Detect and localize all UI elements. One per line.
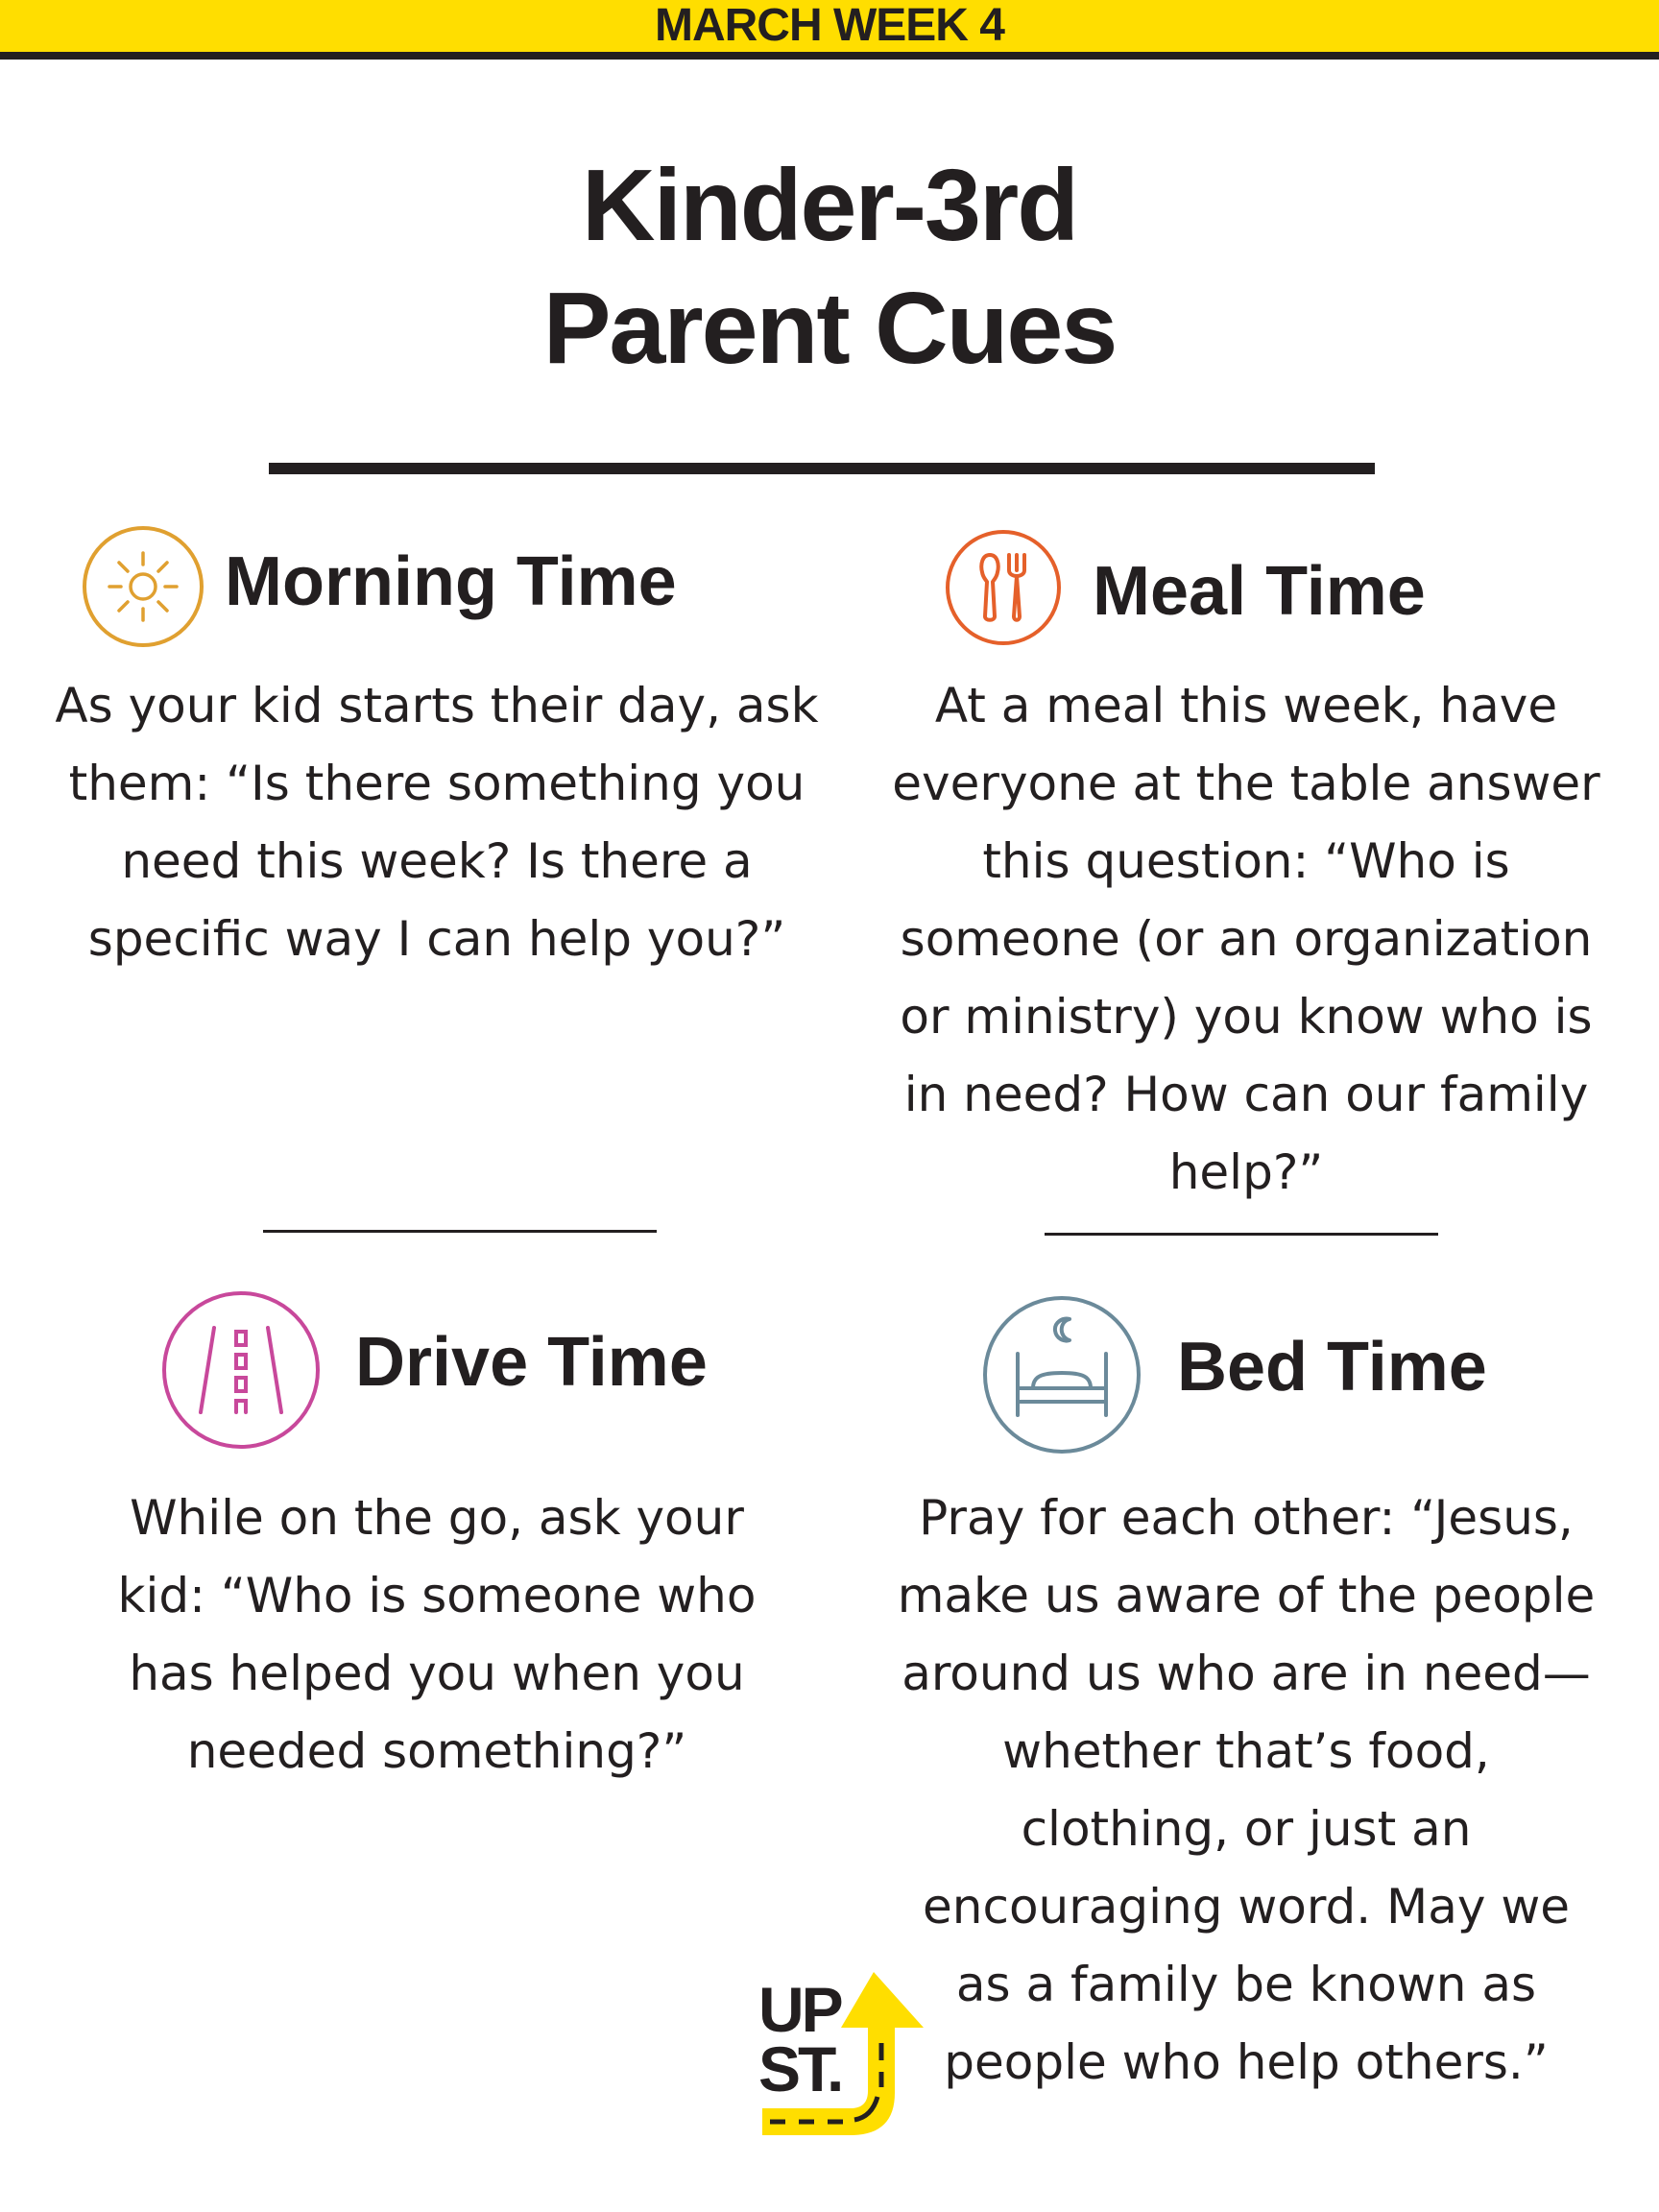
morning-time-heading: Morning Time — [225, 543, 677, 620]
morning-line: need this week? Is there a — [121, 833, 753, 889]
meal-time-text — [843, 667, 1649, 1212]
meal-line: or ministry) you know who is — [900, 989, 1593, 1045]
top-banner — [0, 0, 1659, 60]
bed-line: clothing, or just an — [1021, 1801, 1472, 1857]
utensils-icon — [944, 528, 1063, 647]
meal-time-heading: Meal Time — [1093, 553, 1426, 630]
bed-moon-icon — [981, 1294, 1142, 1455]
section-divider-left — [263, 1230, 657, 1233]
morning-time-text — [29, 667, 845, 978]
meal-line: everyone at the table answer — [892, 756, 1600, 811]
page-title — [0, 144, 1659, 390]
bed-time-text — [843, 1479, 1649, 2102]
drive-line: While on the go, ask your — [130, 1490, 744, 1546]
morning-line: As your kid starts their day, ask — [55, 678, 819, 733]
meal-line: At a meal this week, have — [934, 678, 1558, 733]
bed-line: as a family be known as — [955, 1957, 1537, 2012]
drive-line: has helped you when you — [129, 1646, 745, 1701]
drive-time-text — [29, 1479, 845, 1791]
bed-line: people who help others.” — [944, 2034, 1549, 2090]
logo-line-2: ST. — [758, 2033, 842, 2104]
sun-icon — [81, 524, 205, 649]
banner-label: MARCH WEEK 4 — [654, 0, 1004, 51]
logo-line-1: UP — [758, 1974, 841, 2045]
meal-line: this question: “Who is — [982, 833, 1510, 889]
morning-line: them: “Is there something you — [68, 756, 805, 811]
title-divider — [269, 463, 1375, 474]
drive-line: needed something?” — [186, 1723, 687, 1779]
drive-line: kid: “Who is someone who — [117, 1568, 757, 1623]
morning-line: specific way I can help you?” — [87, 911, 786, 967]
title-line-1: Kinder-3rd — [582, 149, 1077, 262]
bed-line: encouraging word. May we — [923, 1879, 1570, 1935]
meal-line: help?” — [1168, 1144, 1324, 1200]
bed-line: whether that’s food, — [1002, 1723, 1490, 1779]
title-line-2: Parent Cues — [542, 272, 1117, 385]
bed-line: make us aware of the people — [897, 1568, 1596, 1623]
bed-line: Pray for each other: “Jesus, — [919, 1490, 1574, 1546]
bed-line: around us who are in need— — [902, 1646, 1591, 1701]
section-divider-right — [1045, 1233, 1438, 1236]
road-icon — [160, 1289, 322, 1451]
drive-time-heading: Drive Time — [355, 1324, 708, 1401]
bed-time-heading: Bed Time — [1177, 1329, 1487, 1406]
meal-line: someone (or an organization — [900, 911, 1593, 967]
upstreet-logo-icon — [755, 1968, 927, 2141]
meal-line: in need? How can our family — [903, 1067, 1589, 1122]
